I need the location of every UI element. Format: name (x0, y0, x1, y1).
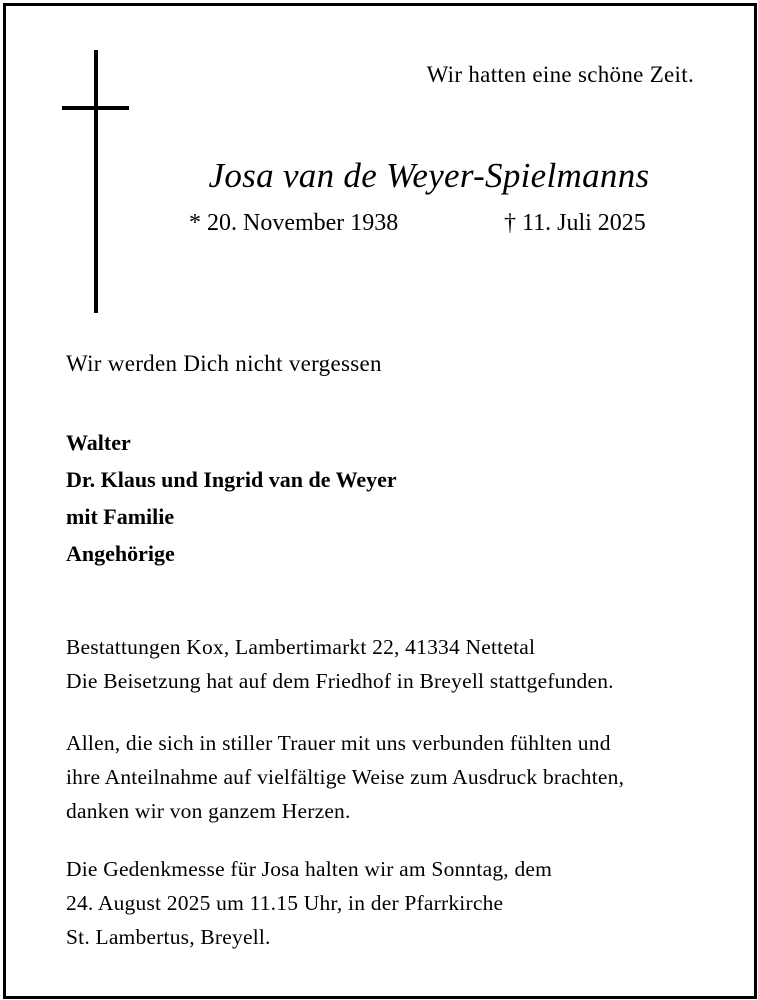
deceased-name: Josa van de Weyer-Spielmanns (208, 156, 650, 195)
mourners-list (66, 424, 397, 572)
text-line: Die Beisetzung hat auf dem Friedhof in Breyell stattgefunden. (66, 669, 614, 693)
cross-icon-horizontal (62, 106, 129, 110)
thanks-paragraph (66, 726, 624, 828)
text-line: Allen, die sich in stiller Trauer mit uns verbunden fühlten und (66, 731, 611, 755)
funeral-home-paragraph (66, 630, 614, 698)
text-line: Bestattungen Kox, Lambertimarkt 22, 41334 Nettetal (66, 635, 536, 659)
obituary-frame (3, 3, 757, 999)
mourner: Angehörige (66, 541, 175, 566)
text-line: ihre Anteilnahme auf vielfältige Weise zum Ausdruck brachten, (66, 765, 625, 789)
memorial-mass-paragraph (66, 852, 552, 954)
text-line: St. Lambertus, Breyell. (66, 925, 271, 949)
remember-line: Wir werden Dich nicht vergessen (66, 351, 382, 376)
mourner: mit Familie (66, 504, 175, 529)
text-line: 24. August 2025 um 11.15 Uhr, in der Pfarrkirche (66, 891, 504, 915)
motto: Wir hatten eine schöne Zeit. (426, 62, 694, 87)
cross-icon-vertical (94, 50, 98, 313)
mourner: Walter (66, 430, 131, 455)
mourner: Dr. Klaus und Ingrid van de Weyer (66, 467, 397, 492)
death-date: † 11. Juli 2025 (504, 210, 646, 236)
text-line: Die Gedenkmesse für Josa halten wir am Sonntag, dem (66, 857, 553, 881)
text-line: danken wir von ganzem Herzen. (66, 799, 351, 823)
birth-date: * 20. November 1938 (189, 210, 399, 236)
